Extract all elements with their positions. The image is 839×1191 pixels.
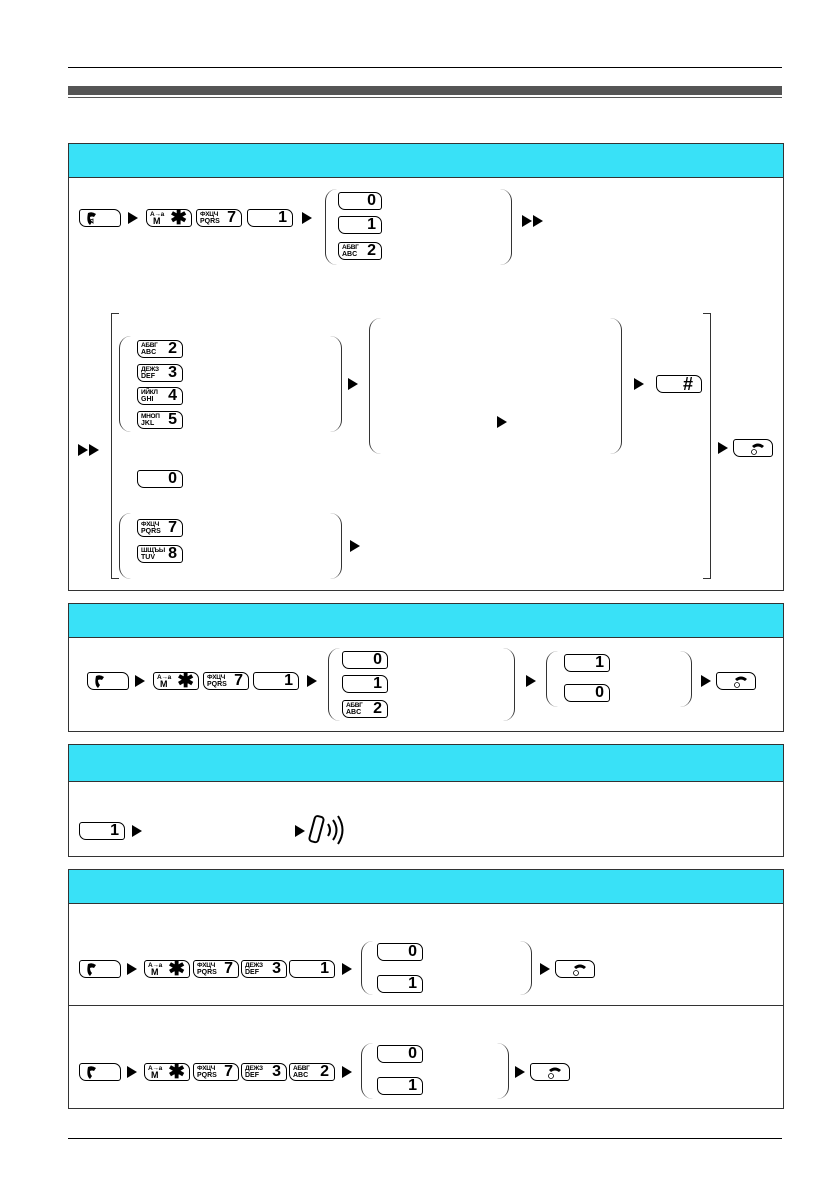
paren-left [325, 189, 337, 265]
key-value: ✱ [177, 670, 194, 692]
key-value: 4 [168, 387, 177, 404]
key-value: 7 [168, 519, 177, 536]
off-key[interactable] [733, 439, 773, 457]
key-label-small: АБВГ [293, 1065, 310, 1072]
key-7[interactable] [203, 672, 249, 690]
key-value: ✱ [170, 207, 187, 229]
key-value: 1 [373, 675, 382, 692]
key-label-small: A→a [150, 211, 164, 218]
hash-key[interactable] [656, 375, 702, 393]
talk-key[interactable] [87, 672, 129, 690]
key-value: 0 [367, 192, 376, 209]
paren-right [330, 513, 342, 579]
key-value: 1 [278, 209, 287, 226]
key-label-small: ДЕЖЗ [245, 962, 263, 969]
key-1[interactable] [247, 209, 293, 227]
key-value: 5 [168, 411, 177, 428]
key-label-small: ABC [141, 349, 157, 356]
double-arrow-icon [78, 444, 104, 456]
key-label-small: ФХЦЧ [207, 674, 225, 681]
key-value: 0 [373, 651, 382, 668]
arrow-right-icon [348, 378, 358, 390]
key-2[interactable] [289, 1063, 335, 1081]
key-label-small: ФХЦЧ [141, 521, 159, 528]
arrow-right-icon [540, 963, 550, 975]
key-0[interactable] [338, 192, 382, 210]
key-value: 3 [272, 1063, 281, 1080]
key-label-small: PQRS [197, 969, 217, 976]
handset-ringing-icon [308, 812, 352, 852]
arrow-right-icon [132, 825, 142, 837]
key-value: 1 [408, 975, 417, 992]
key-7[interactable] [196, 209, 242, 227]
key-value: 1 [284, 672, 293, 689]
handset-talk-icon [80, 961, 120, 977]
key-value: 3 [272, 960, 281, 977]
key-1[interactable] [342, 675, 388, 693]
footer-rule [68, 1138, 782, 1139]
key-label-small: A→a [148, 1065, 162, 1072]
key-2[interactable] [342, 700, 388, 718]
key-0[interactable] [377, 1045, 423, 1063]
key-label-small: DEF [141, 373, 155, 380]
key-1[interactable] [253, 672, 299, 690]
key-value: 1 [595, 654, 604, 671]
talk-key[interactable] [79, 1063, 121, 1081]
key-value: ✱ [168, 958, 185, 980]
key-label-small: DEF [245, 969, 259, 976]
key-1[interactable] [564, 654, 610, 672]
handset-off-icon [717, 673, 755, 689]
bracket-right [703, 313, 711, 579]
key-value: 0 [408, 1045, 417, 1062]
key-1[interactable] [377, 1077, 423, 1095]
key-value: 1 [320, 960, 329, 977]
arrow-right-icon [701, 675, 711, 687]
paren-left [119, 336, 131, 432]
key-label-small: PQRS [200, 218, 220, 225]
paren-left [361, 1043, 373, 1099]
paren-right [500, 189, 512, 265]
key-label-small: АБВГ [342, 244, 359, 251]
section-2 [68, 603, 784, 732]
key-label-small: ШЩЪЫ [141, 547, 165, 554]
arrow-right-icon [127, 1066, 137, 1078]
key-value: 7 [227, 209, 236, 226]
star-key[interactable] [146, 209, 192, 227]
arrow-right-icon [128, 212, 138, 224]
arrow-right-icon [634, 378, 644, 390]
section-1-header [69, 144, 783, 178]
section-4-divider [69, 1005, 783, 1006]
key-value: 2 [320, 1063, 329, 1080]
section-2-header [69, 604, 783, 638]
paren-right [330, 336, 342, 432]
key-label-small: A→a [148, 962, 162, 969]
key-label-small: PQRS [207, 681, 227, 688]
double-arrow-icon [522, 215, 548, 227]
paren-left [369, 318, 381, 454]
key-label-small: DEF [245, 1072, 259, 1079]
star-key[interactable] [153, 672, 199, 690]
talk-key[interactable] [79, 209, 121, 227]
key-label-m: M [151, 1070, 159, 1080]
paren-left [546, 651, 558, 707]
key-1[interactable] [79, 822, 125, 840]
key-value: 2 [168, 340, 177, 357]
title-bar-underline [68, 97, 782, 98]
bracket-left [111, 313, 119, 579]
key-label-m: M [160, 679, 168, 689]
star-key[interactable] [144, 1063, 190, 1081]
key-value: 8 [168, 545, 177, 562]
key-value: 0 [408, 943, 417, 960]
key-7[interactable] [193, 1063, 239, 1081]
key-value: 0 [168, 470, 177, 487]
paren-left [361, 941, 373, 995]
key-0[interactable] [137, 470, 183, 488]
off-key[interactable] [716, 672, 756, 690]
handset-talk-icon [80, 210, 120, 226]
arrow-right-icon [307, 675, 317, 687]
key-label-small: ДЕЖЗ [245, 1065, 263, 1072]
key-label-m: M [151, 967, 159, 977]
paren-right [610, 318, 622, 454]
section-3 [68, 744, 784, 857]
key-label-small: TUV [141, 554, 155, 561]
key-value: 0 [595, 684, 604, 701]
key-value: 2 [373, 700, 382, 717]
key-label-small: PQRS [197, 1072, 217, 1079]
paren-right [680, 651, 692, 707]
key-label-small: ABC [342, 251, 358, 258]
key-3[interactable] [241, 960, 287, 978]
key-2[interactable] [137, 340, 183, 358]
key-2[interactable] [338, 242, 382, 260]
key-7[interactable] [137, 519, 183, 537]
key-3[interactable] [137, 364, 183, 382]
paren-right [503, 648, 515, 721]
key-0[interactable] [564, 684, 610, 702]
arrow-right-icon [127, 963, 137, 975]
arrow-right-icon [497, 416, 507, 428]
top-rule [68, 67, 782, 68]
key-value: # [682, 374, 693, 394]
arrow-right-icon [135, 675, 145, 687]
key-0[interactable] [377, 943, 423, 961]
key-label-small: МНОП [141, 413, 160, 420]
paren-left [328, 648, 340, 721]
key-label-small: ФХЦЧ [197, 1065, 215, 1072]
key-label-m: M [153, 216, 161, 226]
key-label-small: АБВГ [141, 342, 158, 349]
arrow-right-icon [718, 442, 728, 454]
key-label-small: ДЕЖЗ [141, 366, 159, 373]
arrow-right-icon [302, 212, 312, 224]
key-7[interactable] [193, 960, 239, 978]
paren-right [520, 941, 532, 995]
arrow-right-icon [526, 675, 536, 687]
handset-talk-icon [80, 1064, 120, 1080]
arrow-right-icon [350, 540, 360, 552]
key-1[interactable] [338, 216, 382, 234]
key-value: 1 [367, 216, 376, 233]
key-value: 7 [224, 960, 233, 977]
key-label-small: JKL [141, 420, 155, 427]
handset-talk-icon [88, 673, 128, 689]
key-value: 1 [408, 1077, 417, 1094]
key-value: 2 [367, 242, 376, 259]
key-8[interactable] [137, 545, 183, 563]
key-label-small: ФХЦЧ [200, 211, 218, 218]
key-label-small: ABC [346, 709, 362, 716]
title-bar [68, 86, 782, 95]
paren-left [119, 513, 131, 579]
arrow-right-icon [515, 1066, 525, 1078]
paren-right [497, 1043, 509, 1099]
key-label-small: ИЙКЛ [141, 389, 158, 396]
talk-key[interactable] [79, 960, 121, 978]
key-value: 1 [110, 822, 119, 839]
key-3[interactable] [241, 1063, 287, 1081]
star-key[interactable] [144, 960, 190, 978]
handset-off-icon [531, 1064, 569, 1080]
section-4-header [69, 870, 783, 904]
key-label-small: GHI [141, 396, 154, 403]
key-value: 7 [224, 1063, 233, 1080]
key-label-small: ABC [293, 1072, 309, 1079]
off-key[interactable] [530, 1063, 570, 1081]
handset-off-icon [556, 961, 594, 977]
section-3-header [69, 745, 783, 782]
key-5[interactable] [137, 411, 183, 429]
arrow-right-icon [295, 825, 305, 837]
key-value: ✱ [168, 1061, 185, 1083]
handset-off-icon [734, 440, 772, 456]
key-value: 7 [234, 672, 243, 689]
off-key[interactable] [555, 960, 595, 978]
key-4[interactable] [137, 387, 183, 405]
key-1[interactable] [377, 975, 423, 993]
arrow-right-icon [342, 963, 352, 975]
key-value: 3 [168, 364, 177, 381]
key-label-small: АБВГ [346, 702, 363, 709]
key-label-small: PQRS [141, 528, 161, 535]
key-1[interactable] [289, 960, 335, 978]
key-label-small: A→a [157, 674, 171, 681]
arrow-right-icon [342, 1066, 352, 1078]
key-label-small: ФХЦЧ [197, 962, 215, 969]
key-0[interactable] [342, 651, 388, 669]
